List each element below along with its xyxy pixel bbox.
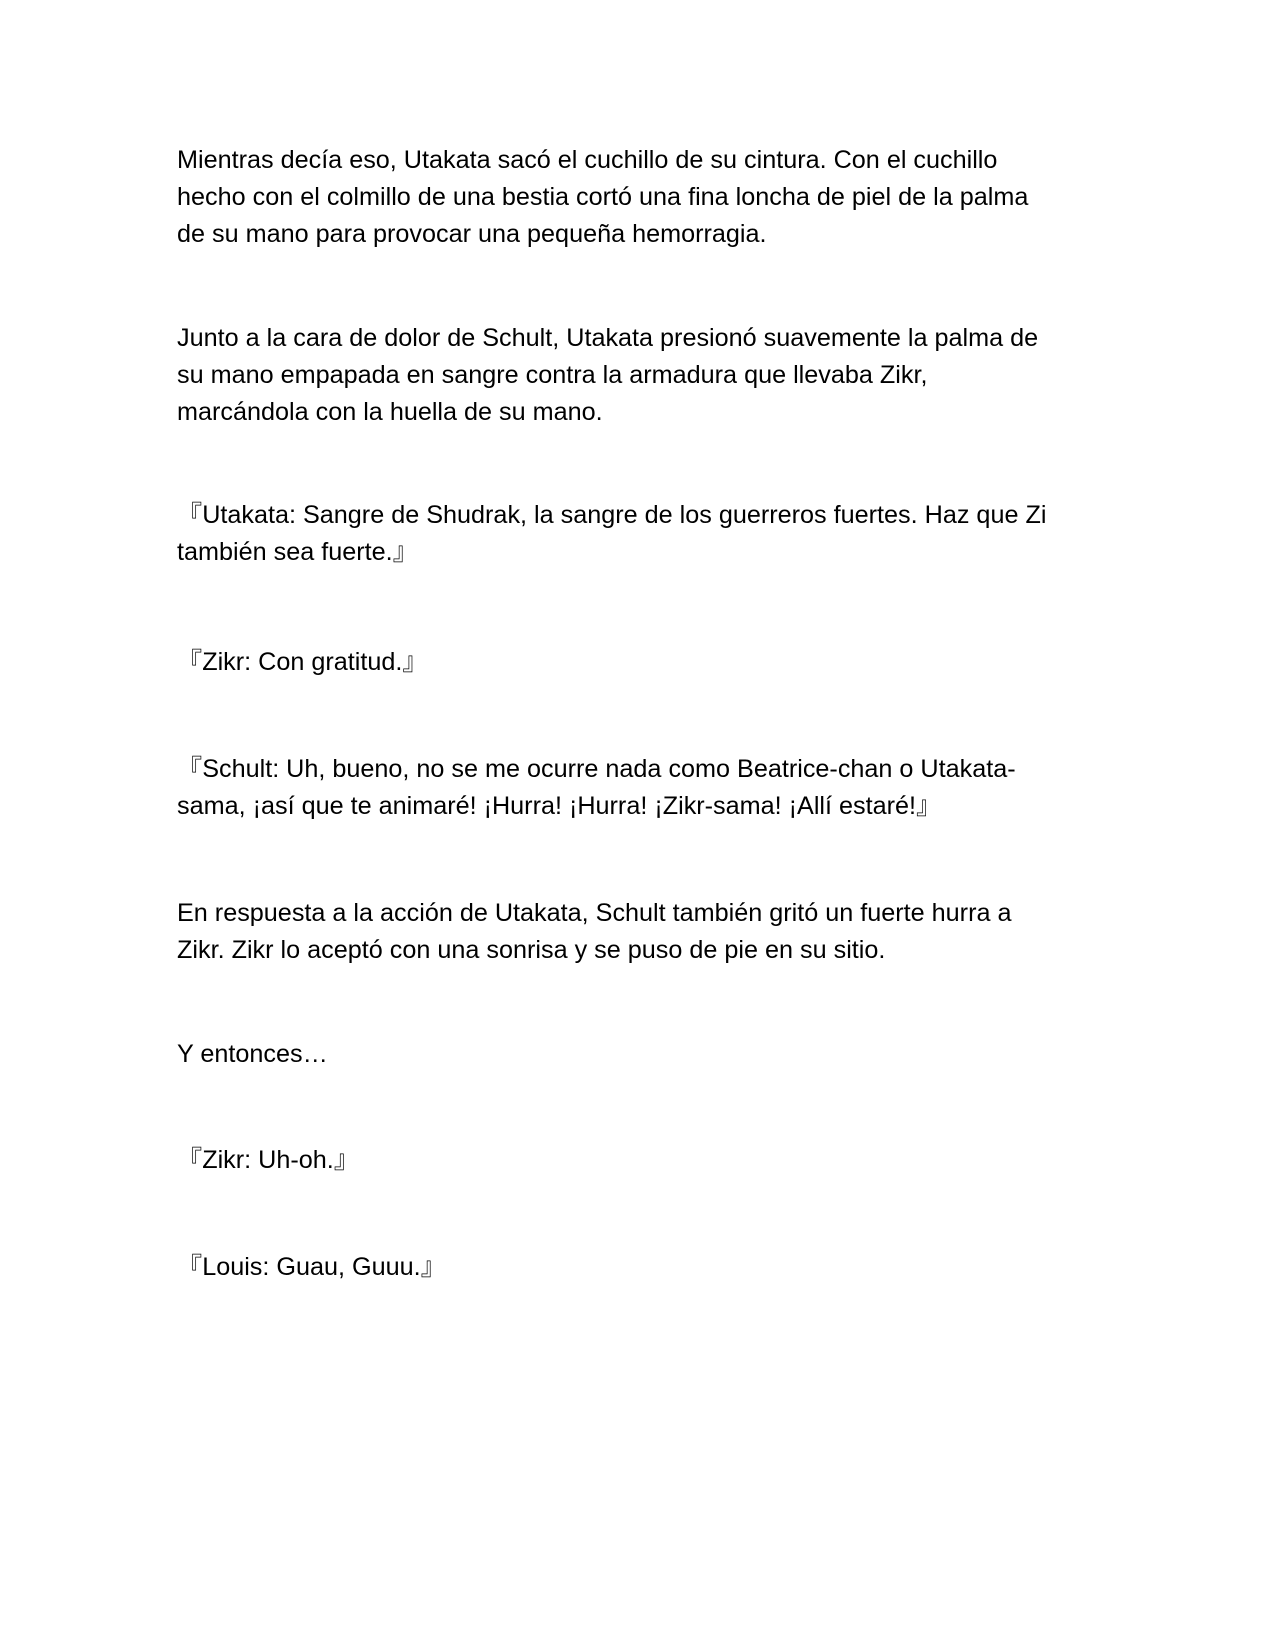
dialogue-louis (177, 1249, 1097, 1286)
text-line: 『Zikr: Con gratitud.』 (177, 648, 428, 676)
text-line: En respuesta a la acción de Utakata, Schult también gritó un fuerte hurra a (177, 899, 1012, 927)
text-line: su mano empapada en sangre contra la armadura que llevaba Zikr, (177, 361, 928, 389)
paragraph-utakata-knife (177, 142, 1097, 253)
text-line: Zikr. Zikr lo aceptó con una sonrisa y se puso de pie en su sitio. (177, 936, 886, 964)
dialogue-zikr-gratitude (177, 644, 1097, 681)
paragraph-blood-handprint (177, 320, 1097, 431)
text-line: 『Zikr: Uh-oh.』 (177, 1146, 359, 1174)
paragraph-and-then (177, 1036, 1097, 1073)
text-line: también sea fuerte.』 (177, 538, 418, 566)
text-line: sama, ¡así que te animaré! ¡Hurra! ¡Hurra! ¡Zikr-sama! ¡Allí estaré!』 (177, 792, 942, 820)
paragraph-schult-cheer (177, 895, 1097, 969)
dialogue-schult (177, 751, 1097, 825)
dialogue-zikr-uh-oh (177, 1142, 1097, 1179)
text-line: Mientras decía eso, Utakata sacó el cuchillo de su cintura. Con el cuchillo (177, 146, 998, 174)
text-line: marcándola con la huella de su mano. (177, 398, 603, 426)
text-line: 『Utakata: Sangre de Shudrak, la sangre de los guerreros fuertes. Haz que Zi (177, 501, 1047, 529)
text-line: Junto a la cara de dolor de Schult, Utakata presionó suavemente la palma de (177, 324, 1039, 352)
text-line: hecho con el colmillo de una bestia cortó una fina loncha de piel de la palma (177, 183, 1029, 211)
text-line: Y entonces… (177, 1040, 328, 1068)
dialogue-utakata (177, 497, 1097, 571)
text-line: 『Louis: Guau, Guuu.』 (177, 1253, 446, 1281)
text-line: 『Schult: Uh, bueno, no se me ocurre nada como Beatrice-chan o Utakata- (177, 755, 1016, 783)
text-line: de su mano para provocar una pequeña hemorragia. (177, 220, 767, 248)
